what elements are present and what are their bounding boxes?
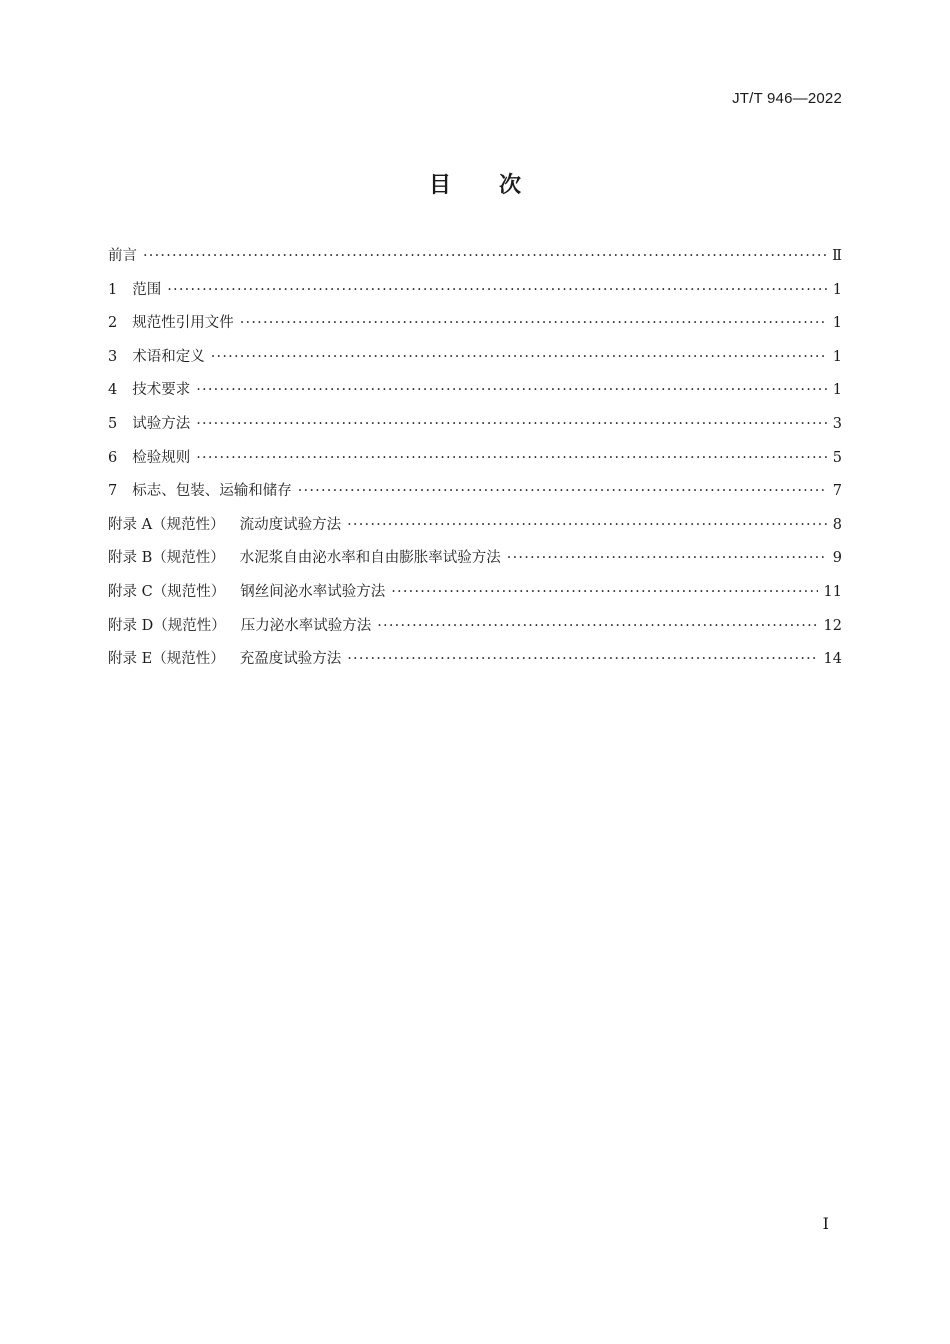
toc-entry-page: 1 bbox=[832, 348, 842, 365]
toc-dot-leader bbox=[167, 278, 827, 302]
toc-entry-label: 前言 bbox=[108, 248, 137, 264]
toc-dot-leader bbox=[507, 546, 827, 570]
toc-entry-page: 1 bbox=[832, 281, 842, 298]
toc-dot-leader bbox=[196, 378, 827, 402]
toc-entry-7[interactable] bbox=[108, 479, 842, 513]
toc-entry-number: 附录 A（规范性） bbox=[108, 516, 225, 533]
toc-entry-label: 流动度试验方法 bbox=[239, 516, 342, 533]
toc-entry-page: 11 bbox=[823, 583, 842, 600]
toc-dot-leader bbox=[143, 244, 826, 268]
toc-entry-label: 钢丝间泌水率试验方法 bbox=[240, 583, 386, 600]
toc-entry-number: 3 bbox=[108, 348, 118, 365]
toc-entry-label: 水泥浆自由泌水率和自由膨胀率试验方法 bbox=[239, 550, 501, 567]
toc-entry-number: 5 bbox=[108, 415, 118, 432]
toc-dot-leader bbox=[196, 412, 827, 436]
toc-entry-number: 附录 C（规范性） bbox=[108, 583, 226, 600]
toc-entry-label: 标志、包装、运输和储存 bbox=[132, 483, 292, 500]
toc-entry-6[interactable] bbox=[108, 446, 842, 480]
toc-entry-number: 7 bbox=[108, 483, 118, 500]
toc-entry-4[interactable] bbox=[108, 378, 842, 412]
page-title: 目次 bbox=[428, 173, 569, 198]
toc-dot-leader bbox=[377, 614, 817, 638]
toc-entry-page: 1 bbox=[832, 315, 842, 332]
toc-entry-label: 术语和定义 bbox=[132, 348, 205, 365]
toc-entry-page: 3 bbox=[832, 415, 842, 432]
toc-entry-1[interactable] bbox=[108, 278, 842, 312]
toc-entry-number: 4 bbox=[108, 382, 118, 399]
toc-entry-number: 6 bbox=[108, 449, 118, 466]
toc-entry-number: 1 bbox=[108, 281, 118, 298]
toc-dot-leader bbox=[196, 446, 827, 470]
toc-dot-leader bbox=[347, 647, 817, 671]
toc-entry-page: 12 bbox=[823, 617, 842, 634]
table-of-contents bbox=[108, 244, 842, 681]
toc-entry-label: 技术要求 bbox=[132, 382, 191, 399]
toc-entry-appendix-e[interactable] bbox=[108, 647, 842, 681]
toc-entry-label: 试验方法 bbox=[132, 415, 191, 432]
toc-entry-page: 1 bbox=[832, 382, 842, 399]
toc-entry-page: 14 bbox=[823, 651, 842, 668]
toc-dot-leader bbox=[240, 311, 827, 335]
toc-entry-page: 9 bbox=[832, 550, 842, 567]
toc-entry-page: 8 bbox=[832, 516, 842, 533]
toc-entry-appendix-d[interactable] bbox=[108, 614, 842, 648]
toc-entry-number: 附录 D（规范性） bbox=[108, 617, 226, 634]
toc-dot-leader bbox=[391, 580, 817, 604]
toc-entry-preface[interactable] bbox=[108, 244, 842, 278]
toc-entry-number: 2 bbox=[108, 315, 118, 332]
document-code: JT/T 946—2022 bbox=[732, 90, 842, 107]
toc-entry-label: 压力泌水率试验方法 bbox=[240, 617, 372, 634]
toc-entry-page: Ⅱ bbox=[832, 248, 842, 264]
toc-entry-appendix-b[interactable] bbox=[108, 546, 842, 580]
toc-entry-5[interactable] bbox=[108, 412, 842, 446]
toc-entry-number: 附录 E（规范性） bbox=[108, 651, 225, 668]
toc-entry-appendix-c[interactable] bbox=[108, 580, 842, 614]
toc-entry-number: 附录 B（规范性） bbox=[108, 550, 225, 567]
page-number: Ⅰ bbox=[822, 1214, 829, 1233]
toc-entry-label: 规范性引用文件 bbox=[132, 315, 234, 332]
toc-entry-label: 范围 bbox=[132, 281, 162, 298]
toc-entry-2[interactable] bbox=[108, 311, 842, 345]
toc-entry-3[interactable] bbox=[108, 345, 842, 379]
toc-entry-page: 5 bbox=[832, 449, 842, 466]
toc-dot-leader bbox=[347, 513, 827, 537]
toc-dot-leader bbox=[298, 479, 827, 503]
toc-entry-label: 充盈度试验方法 bbox=[239, 651, 342, 668]
toc-dot-leader bbox=[211, 345, 827, 369]
toc-entry-appendix-a[interactable] bbox=[108, 513, 842, 547]
toc-entry-label: 检验规则 bbox=[132, 449, 191, 466]
toc-entry-page: 7 bbox=[832, 483, 842, 500]
